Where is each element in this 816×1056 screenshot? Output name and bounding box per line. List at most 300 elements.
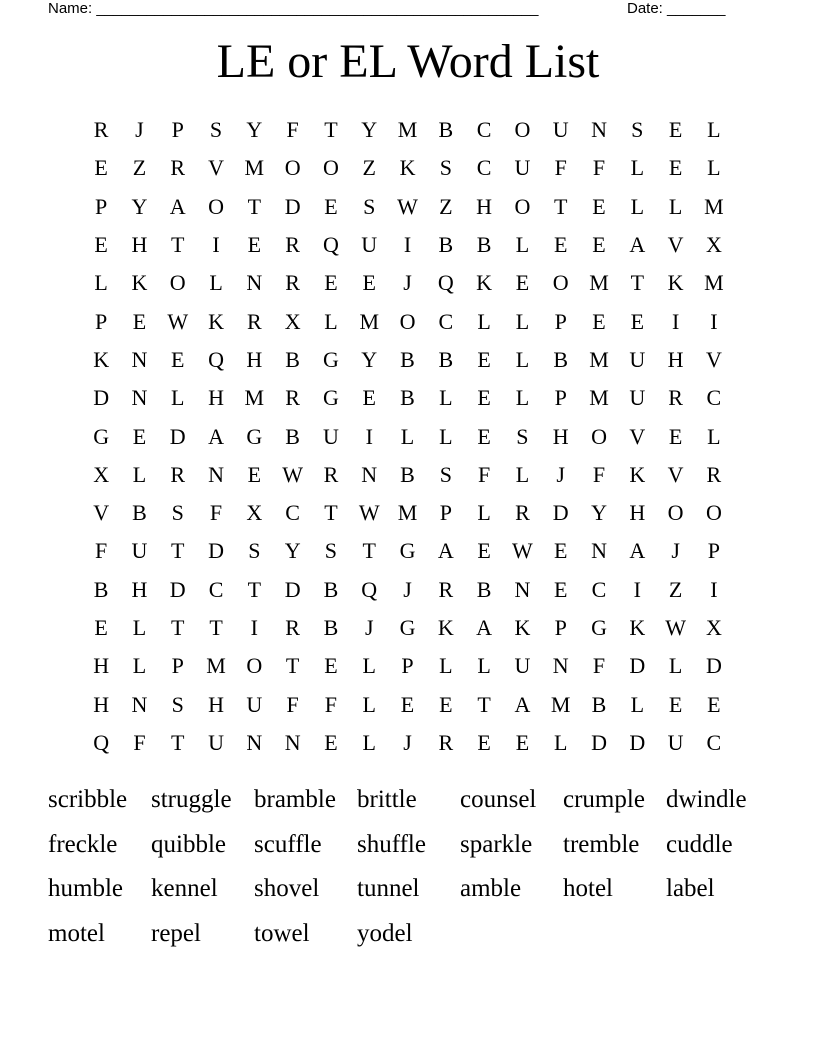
- grid-letter: E: [324, 193, 338, 219]
- grid-letter: G: [399, 615, 416, 640]
- grid-letter: T: [171, 729, 185, 755]
- grid-letter: Z: [668, 576, 683, 602]
- word-list: [48, 778, 769, 956]
- grid-letter: L: [707, 117, 721, 143]
- grid-letter: C: [476, 117, 492, 143]
- grid-letter: U: [514, 155, 531, 181]
- grid-letter: M: [704, 193, 724, 219]
- grid-letter: A: [476, 615, 493, 640]
- grid-letter: L: [668, 193, 683, 219]
- grid-letter: T: [630, 270, 645, 296]
- grid-letter: R: [668, 385, 683, 411]
- grid-letter: L: [515, 308, 530, 334]
- grid-letter: R: [170, 461, 186, 487]
- grid-letter: Y: [284, 538, 301, 564]
- grid-letter: N: [552, 653, 569, 679]
- grid-letter: Q: [361, 576, 378, 602]
- grid-letter: I: [250, 615, 258, 640]
- grid-letter: K: [667, 270, 684, 296]
- grid-letter: D: [629, 653, 646, 679]
- grid-letter: S: [209, 117, 223, 143]
- grid-letter: E: [171, 346, 185, 372]
- grid-letter: L: [439, 423, 453, 449]
- grid-letter: R: [285, 615, 300, 640]
- grid-letter: O: [246, 653, 263, 679]
- word-list-item: tremble: [563, 830, 640, 858]
- grid-letter: U: [552, 117, 569, 143]
- grid-letter: T: [171, 615, 185, 640]
- grid-letter: Q: [93, 729, 110, 755]
- grid-letter: U: [322, 423, 339, 449]
- grid-letter: T: [171, 538, 185, 564]
- grid-letter: B: [400, 385, 415, 411]
- grid-letter: C: [285, 500, 300, 526]
- grid-letter: D: [93, 385, 110, 411]
- grid-letter: E: [94, 155, 108, 181]
- grid-letter: L: [209, 270, 223, 296]
- grid-letter: R: [285, 232, 300, 258]
- grid-letter: N: [131, 385, 148, 411]
- grid-letter: O: [591, 423, 607, 449]
- grid-letter: M: [550, 691, 571, 717]
- grid-letter: E: [668, 423, 683, 449]
- grid-letter: K: [131, 270, 148, 296]
- word-list-item: crumple: [563, 786, 645, 813]
- grid-letter: B: [285, 346, 300, 372]
- grid-letter: W: [665, 615, 686, 640]
- word-list-item: dwindle: [666, 786, 747, 813]
- grid-letter: T: [209, 615, 223, 640]
- grid-letter: N: [208, 461, 224, 487]
- grid-letter: L: [362, 729, 376, 755]
- grid-letter: H: [246, 346, 263, 372]
- grid-letter: H: [476, 193, 493, 219]
- word-list-item: humble: [48, 875, 123, 902]
- grid-letter: M: [589, 270, 609, 296]
- grid-letter: U: [208, 729, 224, 755]
- grid-letter: E: [324, 270, 338, 296]
- grid-letter: L: [630, 193, 645, 219]
- date-line[interactable]: Date: _______: [627, 0, 726, 17]
- grid-letter: E: [132, 308, 147, 334]
- grid-letter: R: [515, 500, 530, 526]
- grid-letter: X: [246, 500, 263, 526]
- grid-letter: B: [400, 461, 415, 487]
- word-list-item: counsel: [460, 786, 537, 813]
- header: [48, 0, 748, 20]
- grid-letter: W: [282, 461, 304, 487]
- word-list-item: kennel: [151, 875, 218, 902]
- grid-letter: L: [400, 423, 415, 449]
- grid-letter: W: [397, 193, 418, 219]
- grid-letter: W: [512, 538, 533, 564]
- grid-letter: D: [705, 653, 722, 679]
- grid-letter: E: [400, 691, 415, 717]
- grid-letter: A: [208, 423, 224, 449]
- grid-letter: B: [323, 576, 339, 602]
- grid-letter: I: [212, 232, 220, 258]
- grid-letter: C: [438, 308, 454, 334]
- word-list-item: amble: [460, 875, 522, 902]
- word-list-item: struggle: [151, 786, 232, 813]
- page-title: LE or EL Word List: [216, 35, 600, 88]
- grid-letter: L: [630, 155, 645, 181]
- grid-letter: J: [671, 538, 680, 564]
- grid-letter: N: [591, 117, 607, 143]
- grid-letter: F: [592, 155, 606, 181]
- grid-letter: P: [554, 385, 567, 411]
- grid-letter: G: [322, 385, 339, 411]
- grid-letter: O: [514, 117, 531, 143]
- grid-letter: E: [94, 232, 108, 258]
- grid-letter: E: [477, 538, 491, 564]
- grid-letter: N: [131, 691, 148, 717]
- grid-letter: K: [208, 308, 224, 334]
- grid-letter: I: [633, 576, 641, 602]
- word-search-grid: [82, 111, 733, 762]
- grid-letter: S: [631, 117, 644, 143]
- grid-letter: C: [476, 155, 492, 181]
- grid-letter: R: [323, 461, 339, 487]
- grid-letter: Y: [361, 117, 378, 143]
- grid-letter: L: [439, 385, 453, 411]
- grid-letter: H: [131, 232, 148, 258]
- grid-letter: O: [552, 270, 569, 296]
- grid-letter: K: [437, 615, 454, 640]
- grid-letter: E: [439, 691, 453, 717]
- word-list-item: cuddle: [666, 830, 733, 858]
- grid-letter: L: [553, 729, 568, 755]
- grid-letter: C: [208, 576, 224, 602]
- grid-letter: E: [515, 729, 530, 755]
- grid-letter: N: [246, 729, 263, 755]
- grid-letter: E: [668, 117, 683, 143]
- grid-letter: P: [439, 500, 452, 526]
- grid-letter: R: [246, 308, 262, 334]
- word-list-item: freckle: [48, 830, 118, 858]
- grid-letter: C: [706, 729, 722, 755]
- grid-letter: L: [668, 653, 683, 679]
- grid-letter: E: [477, 385, 491, 411]
- grid-letter: T: [553, 193, 568, 219]
- grid-letter: T: [324, 500, 338, 526]
- grid-letter: M: [589, 385, 609, 411]
- grid-letter: L: [515, 346, 530, 372]
- grid-letter: V: [629, 423, 646, 449]
- grid-letter: T: [247, 193, 262, 219]
- grid-letter: W: [358, 500, 380, 526]
- grid-letter: L: [94, 270, 108, 296]
- grid-letter: M: [244, 385, 265, 411]
- grid-letter: L: [132, 615, 147, 640]
- grid-letter: E: [668, 155, 683, 181]
- grid-letter: T: [171, 232, 185, 258]
- grid-letter: Z: [439, 193, 453, 219]
- grid-letter: D: [208, 538, 224, 564]
- grid-letter: U: [667, 729, 684, 755]
- grid-letter: D: [284, 193, 301, 219]
- grid-letter: B: [132, 500, 147, 526]
- word-list-item: yodel: [357, 919, 413, 947]
- grid-letter: L: [515, 385, 530, 411]
- grid-letter: E: [94, 615, 108, 640]
- grid-letter: D: [591, 729, 607, 755]
- grid-letter: H: [629, 500, 646, 526]
- grid-letter: E: [553, 538, 568, 564]
- grid-letter: U: [246, 691, 263, 717]
- grid-letter: L: [439, 653, 453, 679]
- grid-letter: A: [169, 193, 186, 219]
- grid-letter: A: [437, 538, 454, 564]
- grid-letter: B: [476, 576, 492, 602]
- word-list-item: tunnel: [357, 875, 420, 902]
- grid-letter: G: [246, 423, 263, 449]
- grid-letter: I: [365, 423, 373, 449]
- grid-letter: D: [629, 729, 646, 755]
- grid-letter: P: [401, 653, 414, 679]
- grid-letter: A: [629, 538, 646, 564]
- grid-letter: X: [284, 308, 301, 334]
- grid-letter: Q: [322, 232, 339, 258]
- word-list-item: shuffle: [357, 830, 426, 858]
- word-list-item: hotel: [563, 875, 613, 902]
- grid-letter: W: [167, 308, 189, 334]
- word-list-item: scribble: [48, 786, 128, 813]
- grid-letter: U: [131, 538, 148, 564]
- grid-letter: Y: [361, 346, 378, 372]
- grid-letter: A: [629, 232, 646, 258]
- grid-letter: G: [93, 423, 110, 449]
- grid-letter: L: [515, 461, 530, 487]
- grid-letter: S: [439, 155, 452, 181]
- grid-letter: N: [591, 538, 607, 564]
- word-list-item: scuffle: [254, 830, 322, 858]
- grid-letter: F: [592, 461, 606, 487]
- grid-letter: U: [629, 385, 646, 411]
- grid-letter: Y: [591, 500, 607, 526]
- grid-letter: O: [667, 500, 684, 526]
- grid-letter: N: [514, 576, 531, 602]
- grid-letter: F: [592, 653, 606, 679]
- grid-letter: N: [284, 729, 301, 755]
- grid-letter: H: [208, 691, 224, 717]
- grid-letter: K: [514, 615, 531, 640]
- grid-letter: T: [362, 538, 376, 564]
- grid-letter: R: [285, 270, 300, 296]
- grid-letter: T: [324, 117, 338, 143]
- grid-letter: U: [629, 346, 646, 372]
- grid-letter: D: [284, 576, 301, 602]
- grid-letter: E: [247, 232, 262, 258]
- name-line[interactable]: Name: _____________________________________________________: [48, 0, 539, 17]
- grid-letter: L: [362, 691, 376, 717]
- grid-letter: Q: [208, 346, 224, 372]
- grid-letter: E: [553, 232, 568, 258]
- grid-letter: N: [246, 270, 263, 296]
- grid-letter: E: [477, 423, 491, 449]
- grid-letter: X: [705, 232, 722, 258]
- grid-letter: E: [553, 576, 568, 602]
- grid-letter: S: [171, 500, 184, 526]
- grid-letter: E: [324, 729, 338, 755]
- grid-letter: X: [93, 461, 110, 487]
- grid-letter: M: [589, 346, 609, 372]
- grid-letter: S: [439, 461, 452, 487]
- grid-letter: S: [516, 423, 529, 449]
- grid-letter: B: [438, 232, 454, 258]
- grid-letter: S: [363, 193, 376, 219]
- grid-letter: U: [361, 232, 378, 258]
- grid-letter: M: [397, 500, 418, 526]
- grid-letter: N: [361, 461, 378, 487]
- grid-letter: M: [397, 117, 418, 143]
- grid-letter: B: [285, 423, 300, 449]
- grid-letter: Y: [246, 117, 263, 143]
- grid-letter: H: [93, 691, 110, 717]
- grid-letter: B: [93, 576, 109, 602]
- grid-letter: B: [323, 615, 339, 640]
- grid-letter: E: [324, 653, 338, 679]
- grid-letter: J: [403, 270, 412, 296]
- grid-letter: D: [169, 423, 186, 449]
- grid-letter: V: [208, 155, 224, 181]
- grid-letter: P: [171, 653, 184, 679]
- grid-letter: Z: [132, 155, 147, 181]
- grid-letter: L: [171, 385, 185, 411]
- grid-letter: B: [438, 346, 454, 372]
- grid-letter: R: [438, 729, 454, 755]
- grid-letter: L: [477, 500, 491, 526]
- grid-letter: S: [171, 691, 184, 717]
- grid-letter: K: [399, 155, 416, 181]
- grid-letter: B: [476, 232, 492, 258]
- grid-letter: L: [630, 691, 645, 717]
- grid-letter: E: [362, 270, 376, 296]
- word-list-item: repel: [151, 919, 201, 947]
- grid-letter: E: [707, 691, 721, 717]
- grid-letter: F: [209, 500, 223, 526]
- word-list-item: shovel: [254, 875, 320, 902]
- grid-letter: H: [552, 423, 569, 449]
- grid-letter: M: [359, 308, 379, 334]
- word-list-item: quibble: [151, 830, 226, 858]
- grid-letter: G: [399, 538, 416, 564]
- grid-letter: E: [132, 423, 147, 449]
- grid-letter: Y: [131, 193, 148, 219]
- grid-letter: G: [591, 615, 607, 640]
- grid-letter: K: [629, 461, 646, 487]
- grid-letter: L: [515, 232, 530, 258]
- grid-letter: P: [171, 117, 184, 143]
- grid-letter: F: [554, 155, 567, 181]
- grid-letter: V: [93, 500, 110, 526]
- grid-letter: L: [707, 423, 721, 449]
- grid-letter: N: [131, 346, 148, 372]
- grid-letter: O: [169, 270, 186, 296]
- grid-letter: T: [285, 653, 300, 679]
- grid-letter: M: [704, 270, 724, 296]
- grid-letter: V: [705, 346, 722, 372]
- grid-letter: M: [244, 155, 265, 181]
- grid-letter: D: [169, 576, 186, 602]
- grid-letter: H: [131, 576, 148, 602]
- grid-letter: Z: [362, 155, 376, 181]
- grid-letter: C: [591, 576, 607, 602]
- grid-letter: A: [514, 691, 531, 717]
- grid-letter: E: [592, 232, 606, 258]
- grid-letter: O: [322, 155, 339, 181]
- grid-letter: B: [438, 117, 454, 143]
- grid-letter: I: [403, 232, 412, 258]
- grid-letter: E: [515, 270, 530, 296]
- word-list-item: brittle: [357, 786, 417, 813]
- grid-letter: L: [132, 653, 147, 679]
- grid-letter: H: [93, 653, 110, 679]
- grid-letter: L: [477, 308, 491, 334]
- grid-letter: P: [554, 308, 567, 334]
- grid-letter: R: [438, 576, 454, 602]
- grid-letter: R: [93, 117, 109, 143]
- grid-letter: T: [247, 576, 262, 602]
- grid-letter: H: [667, 346, 684, 372]
- grid-letter: V: [667, 461, 684, 487]
- grid-letter: S: [324, 538, 338, 564]
- grid-letter: E: [477, 346, 491, 372]
- grid-letter: J: [403, 576, 412, 602]
- grid-letter: H: [208, 385, 224, 411]
- grid-letter: I: [671, 308, 680, 334]
- word-list-item: label: [666, 875, 715, 902]
- grid-letter: D: [552, 500, 569, 526]
- grid-letter: O: [514, 193, 531, 219]
- grid-letter: R: [285, 385, 300, 411]
- grid-letter: E: [630, 308, 645, 334]
- grid-letter: B: [553, 346, 569, 372]
- grid-letter: B: [400, 346, 415, 372]
- grid-letter: S: [248, 538, 261, 564]
- grid-letter: P: [95, 193, 108, 219]
- grid-letter: U: [514, 653, 531, 679]
- word-list-item: bramble: [254, 786, 336, 813]
- grid-letter: L: [477, 653, 491, 679]
- grid-letter: E: [477, 729, 491, 755]
- grid-letter: F: [477, 461, 491, 487]
- grid-letter: F: [133, 729, 146, 755]
- grid-letter: I: [710, 576, 718, 602]
- grid-letter: O: [705, 500, 722, 526]
- grid-letter: K: [629, 615, 646, 640]
- word-list-item: sparkle: [460, 830, 533, 858]
- grid-letter: Q: [437, 270, 454, 296]
- grid-letter: L: [362, 653, 376, 679]
- grid-letter: E: [592, 193, 606, 219]
- grid-letter: V: [667, 232, 684, 258]
- grid-letter: K: [93, 346, 110, 372]
- grid-letter: P: [707, 538, 721, 564]
- grid-letter: L: [132, 461, 147, 487]
- grid-letter: I: [710, 308, 718, 334]
- grid-letter: P: [95, 308, 108, 334]
- grid-letter: G: [322, 346, 339, 372]
- grid-letter: F: [324, 691, 338, 717]
- grid-letter: B: [591, 691, 607, 717]
- grid-letter: J: [403, 729, 412, 755]
- grid-letter: J: [135, 117, 144, 143]
- grid-letter: K: [476, 270, 493, 296]
- grid-letter: F: [95, 538, 108, 564]
- grid-letter: O: [399, 308, 416, 334]
- grid-letter: E: [592, 308, 606, 334]
